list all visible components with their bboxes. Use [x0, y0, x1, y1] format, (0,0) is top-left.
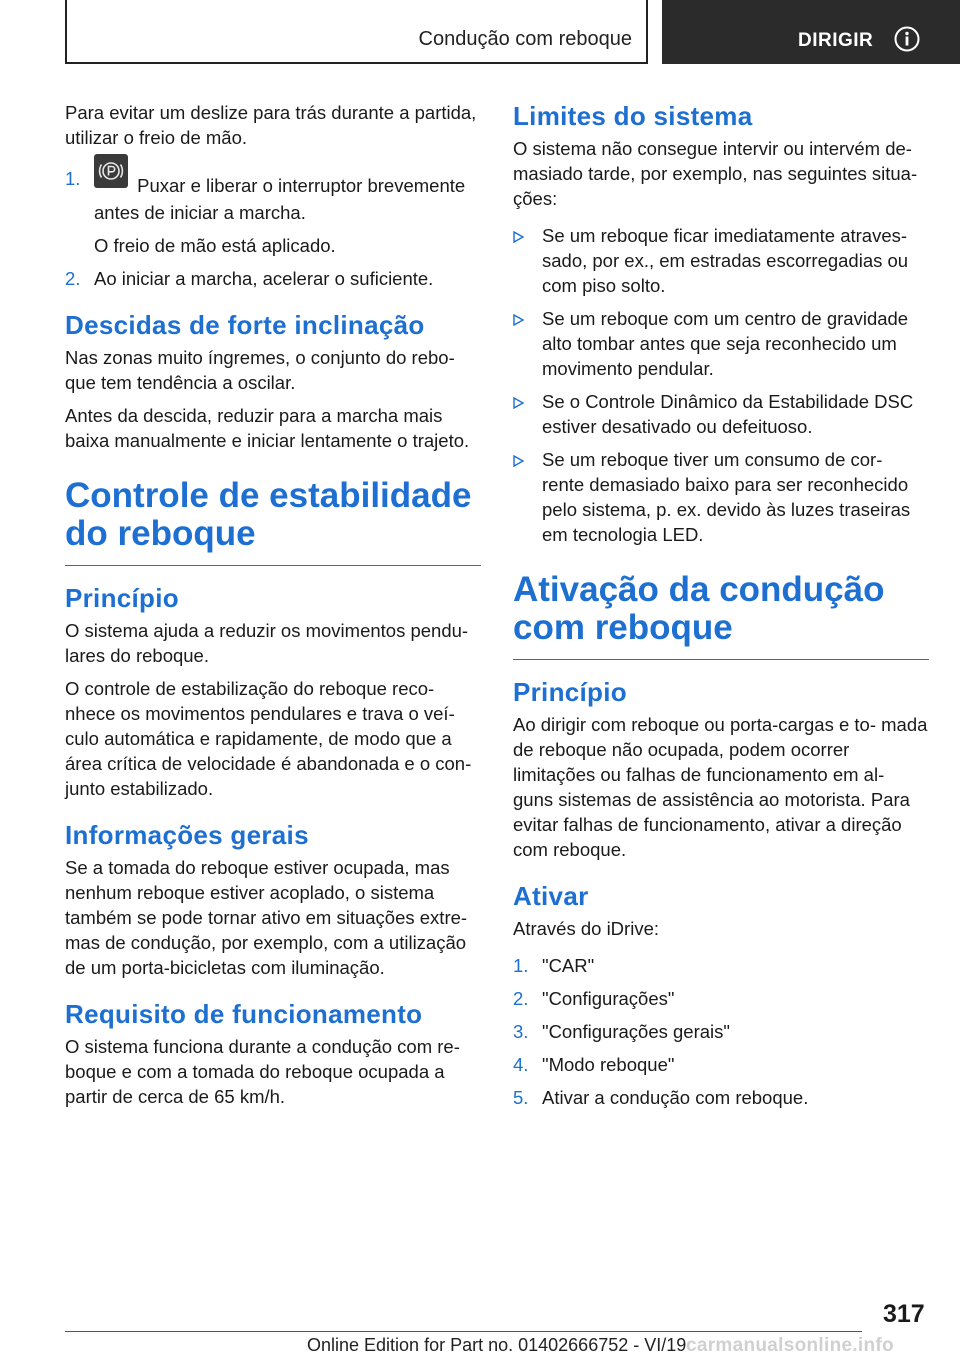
list-item	[513, 1019, 929, 1044]
descidas-heading: Descidas de forte inclinação	[65, 310, 425, 340]
page-number: 317	[883, 1300, 925, 1328]
principio-paragraph-1: O sistema ajuda a reduzir os movimentos pendu‐ lares do reboque.	[65, 620, 469, 666]
info-icon[interactable]	[894, 26, 920, 52]
ativacao-principio-heading: Princípio	[513, 677, 627, 707]
step-number: 1.	[513, 955, 529, 976]
section-divider	[513, 659, 929, 660]
step-text: Ativar a condução com reboque.	[542, 1087, 809, 1108]
step-number: 3.	[513, 1021, 529, 1042]
controle-title: Controle de estabilidade do reboque	[65, 476, 472, 553]
ativacao-title: Ativação da condução com reboque	[513, 570, 885, 647]
section-title: Condução com reboque	[418, 28, 632, 50]
step-number: 2.	[513, 988, 529, 1009]
descidas-paragraph-1: Nas zonas muito íngremes, o conjunto do rebo‐ que tem tendência a oscilar.	[65, 347, 455, 393]
list-item	[513, 1085, 929, 1110]
list-item	[513, 1052, 929, 1077]
limites-intro: O sistema não consegue intervir ou intervém de‐ masiado tarde, por exemplo, nas seguintes situa‐ ções:	[513, 138, 918, 209]
list-item	[65, 266, 481, 291]
ativar-heading: Ativar	[513, 881, 589, 911]
list-item	[513, 306, 929, 381]
step-number: 4.	[513, 1054, 529, 1075]
descidas-paragraph-2: Antes da descida, reduzir para a marcha mais baixa manualmente e iniciar lentamente o trajeto.	[65, 405, 470, 451]
bullet-text: Se um reboque ficar imediatamente atraves‐ sado, por ex., em estradas escorregadias ou com piso solto.	[542, 225, 909, 296]
principio-heading: Princípio	[65, 583, 179, 613]
list-item	[513, 223, 929, 298]
list-item	[513, 389, 929, 439]
step-text: Ao iniciar a marcha, acelerar o suficiente.	[94, 268, 434, 289]
list-item	[513, 953, 929, 978]
limites-bullets	[513, 223, 929, 547]
bullet-text: Se o Controle Dinâmico da Estabilidade DSC estiver desativado ou defeituoso.	[542, 391, 914, 437]
step-number: 1.	[65, 168, 81, 189]
watermark: carmanualsonline.info	[686, 1335, 894, 1356]
ativar-steps	[513, 953, 929, 1110]
chapter-tab-label: DIRIGIR	[798, 30, 874, 51]
edition-text: Online Edition for Part no. 01402666752 - VI/19	[307, 1335, 687, 1355]
info-gerais-paragraph: Se a tomada do reboque estiver ocupada, mas nenhum reboque estiver acoplado, o sistema também se pode tornar ativo em situações extre‐ mas de condução, por exemplo, com a utilização de um porta-bicicletas com iluminação.	[65, 857, 468, 978]
requisito-paragraph: O sistema funciona durante a condução com re‐ boque e com a tomada do reboque ocupada a partir de cerca de 65 km/h.	[65, 1036, 460, 1107]
step-text: "Modo reboque"	[542, 1054, 675, 1075]
left-column	[65, 100, 481, 1117]
triangle-bullet-icon	[513, 231, 524, 243]
list-item	[65, 166, 481, 258]
step-text: "Configurações gerais"	[542, 1021, 730, 1042]
triangle-bullet-icon	[513, 314, 524, 326]
step-result: O freio de mão está aplicado.	[94, 235, 336, 256]
bullet-text: Se um reboque com um centro de gravidade alto tombar antes que seja reconhecido um movimento pendular.	[542, 308, 909, 379]
list-item	[513, 447, 929, 547]
section-divider	[65, 565, 481, 566]
right-column	[513, 100, 929, 1118]
step-text: "CAR"	[542, 955, 595, 976]
triangle-bullet-icon	[513, 397, 524, 409]
step-text: "Configurações"	[542, 988, 675, 1009]
step-text: Puxar e liberar o interruptor brevemente antes de iniciar a marcha.	[94, 175, 466, 223]
list-item	[513, 986, 929, 1011]
info-gerais-heading: Informações gerais	[65, 820, 309, 850]
intro-paragraph: Para evitar um deslize para trás durante a partida, utilizar o freio de mão.	[65, 102, 477, 148]
limites-heading: Limites do sistema	[513, 101, 753, 131]
brake-steps	[65, 166, 481, 291]
bullet-text: Se um reboque tiver um consumo de cor‐ rente demasiado baixo para ser reconhecido pelo sistema, p. ex. devido às luzes traseiras em tecnologia LED.	[542, 449, 911, 545]
triangle-bullet-icon	[513, 455, 524, 467]
step-number: 5.	[513, 1087, 529, 1108]
step-number: 2.	[65, 268, 81, 289]
chapter-tab[interactable]	[662, 0, 960, 64]
requisito-heading: Requisito de funcionamento	[65, 999, 423, 1029]
parking-brake-icon	[94, 154, 128, 188]
ativacao-principio-paragraph: Ao dirigir com reboque ou porta-cargas e to‐ mada de reboque não ocupada, podem ocorrer limitações ou falhas de funcionamento em al‐ guns sistemas de assistência ao motorista. Para evitar falhas de funcionamento, ativar a direção com reboque.	[513, 714, 928, 860]
footer-divider	[65, 1331, 862, 1332]
header-section-box	[65, 0, 648, 64]
ativar-intro: Através do iDrive:	[513, 918, 659, 939]
principio-paragraph-2: O controle de estabilização do reboque reco‐ nhece os movimentos pendulares e trava o veí‐ culo automática e rapidamente, de modo que a área crítica de velocidade é abandonada e o con‐ junto estabilizado.	[65, 678, 472, 799]
